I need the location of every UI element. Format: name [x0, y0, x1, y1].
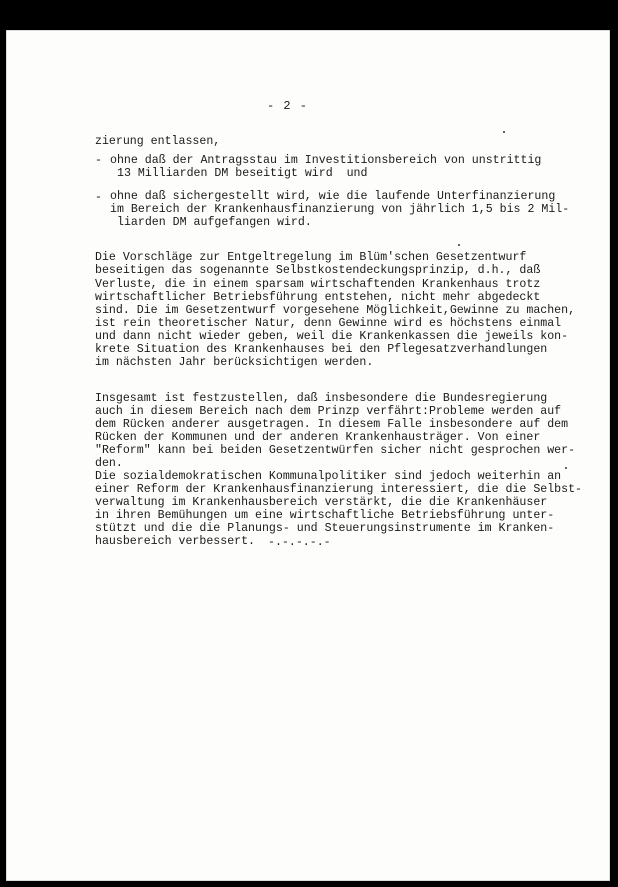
paragraph-line: im nächsten Jahr berücksichtigen werden.	[95, 356, 374, 369]
paragraph-line: verwaltung im Krankenhausbereich verstärkt, die die Krankenhäuser	[95, 496, 548, 509]
intro-line: zierung entlassen,	[95, 135, 221, 148]
scan-speck	[503, 131, 505, 133]
paragraph-line: Die sozialdemokratischen Kommunalpolitiker sind jedoch weiterhin an	[95, 470, 562, 483]
paragraph-line: ist rein theoretischer Natur, denn Gewinne wird es höchstens einmal	[95, 317, 562, 330]
bullet-1-line-2: 13 Milliarden DM beseitigt wird und	[117, 167, 368, 180]
paragraph-line: Die Vorschläge zur Entgeltregelung im Blüm'schen Gesetzentwurf	[95, 251, 527, 264]
paragraph-line: einer Reform der Krankenhausfinanzierung interessiert, die die Selbst-	[95, 483, 583, 496]
scan-speck	[565, 467, 567, 469]
paragraph-line: den.	[95, 457, 123, 470]
paragraph-line: sind. Die im Gesetzentwurf vorgesehene Möglichkeit,Gewinne zu machen,	[95, 304, 576, 317]
paragraph-line: Rücken der Kommunen und der anderen Krankenhausträger. Von einer	[95, 431, 541, 444]
page-number: - 2 -	[267, 99, 309, 113]
paragraph-line: in ihren Bemühungen um eine wirtschaftliche Betriebsführung unter-	[95, 509, 555, 522]
paragraph-line: krete Situation des Krankenhauses bei den Pflegesatzverhandlungen	[95, 343, 548, 356]
bullet-1-line-1: ohne daß der Antragsstau im Investitionsbereich von unstrittig	[110, 154, 542, 167]
end-mark: -.-.-.-.-	[268, 536, 331, 549]
scan-speck	[458, 244, 460, 246]
paragraph-line: beseitigen das sogenannte Selbstkostendeckungsprinzip, d.h., daß	[95, 264, 541, 277]
paragraph-line: auch in diesem Bereich nach dem Prinzp verfährt:Probleme werden auf	[95, 405, 562, 418]
bullet-2-line-3: liarden DM aufgefangen wird.	[117, 216, 312, 229]
paragraph-line: "Reform" kann bei beiden Gesetzentwürfen sicher nicht gesprochen wer-	[95, 444, 576, 457]
paragraph-line: dem Rücken anderer ausgetragen. In diesem Falle insbesondere auf dem	[95, 418, 569, 431]
bullet-2-line-2: im Bereich der Krankenhausfinanzierung von jährlich 1,5 bis 2 Mil-	[110, 203, 570, 216]
bullet-2-line-1: ohne daß sichergestellt wird, wie die laufende Unterfinanzierung	[110, 190, 556, 203]
paragraph-line: Verluste, die in einem sparsam wirtschaftenden Krankenhaus trotz	[95, 278, 541, 291]
bullet-dash: -	[95, 154, 102, 167]
paragraph-line: stützt und die die Planungs- und Steuerungsinstrumente im Kranken-	[95, 522, 555, 535]
bullet-dash: -	[95, 191, 102, 204]
paragraph-line: wirtschaftlicher Betriebsführung entstehen, nicht mehr abgedeckt	[95, 291, 541, 304]
paragraph-line: und dann nicht wieder geben, weil die Krankenkassen die jeweils kon-	[95, 330, 569, 343]
paragraph-line: Insgesamt ist festzustellen, daß insbesondere die Bundesregierung	[95, 392, 548, 405]
paragraph-line: hausbereich verbessert.	[95, 535, 256, 548]
